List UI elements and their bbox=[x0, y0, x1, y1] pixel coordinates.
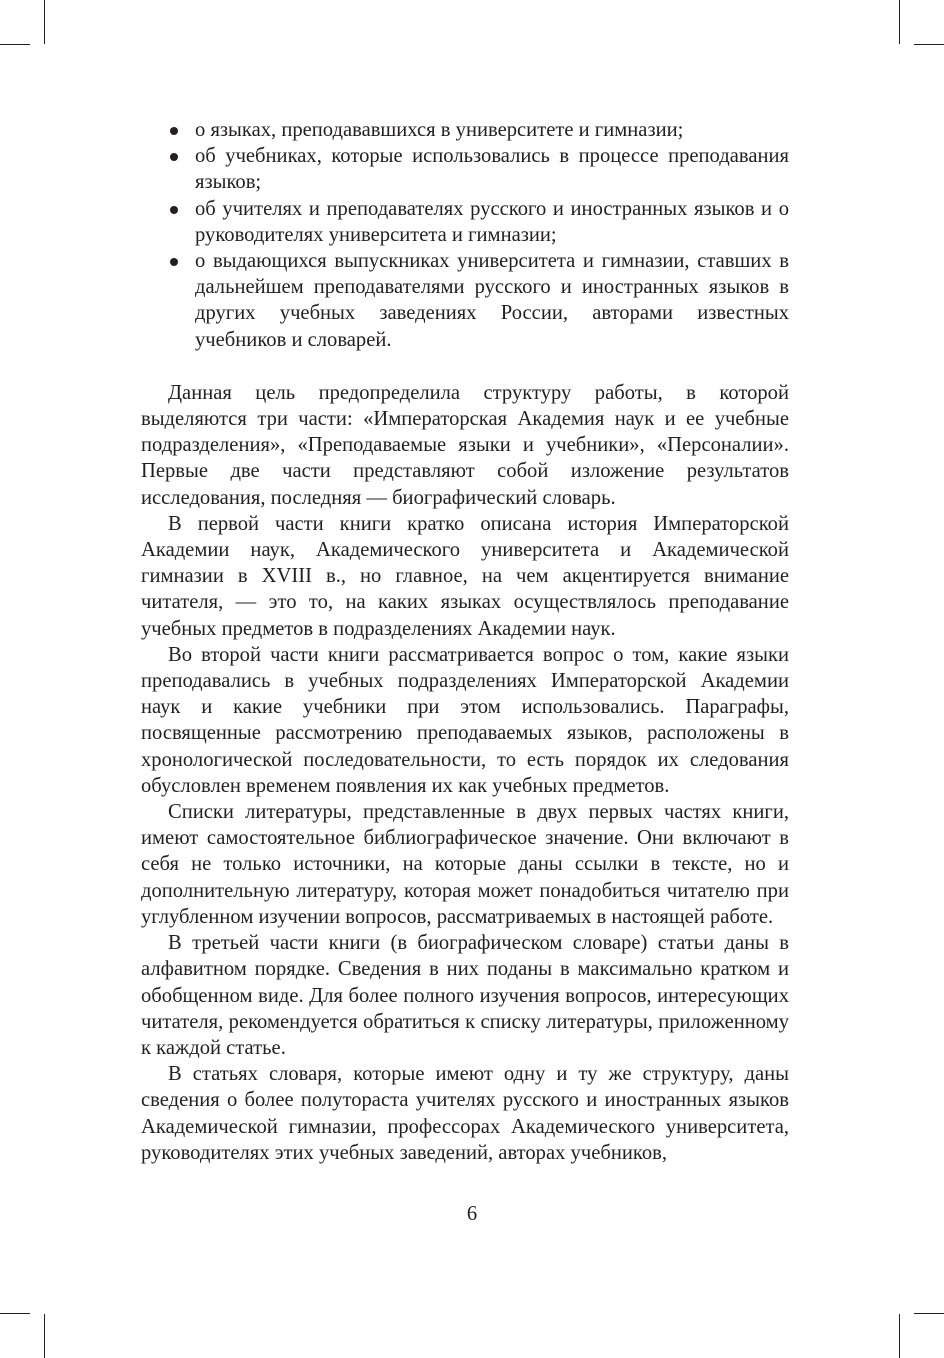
list-item: о языках, преподававшихся в университете и гимназии; bbox=[141, 117, 789, 143]
paragraph: В первой части книги кратко описана история Императорской Академии наук, Академического университета и Академической гимназии в XVIII в., но главное, на чем акцентируется внимание читателя, — это то, на каких языках осуществлялось преподавание учебных предметов в подразделениях Академии наук. bbox=[141, 512, 789, 640]
crop-mark-top-left-vertical bbox=[44, 0, 45, 44]
paragraph: В статьях словаря, которые имеют одну и ту же структуру, даны сведения о более полутораста учителях русского и иностранных языков Академической гимназии, профессорах Академического университета, руководителях этих учебных заведений, авторах учебников, bbox=[141, 1063, 789, 1164]
list-item: о выдающихся выпускниках университета и гимназии, ставших в дальнейшем преподавателями русского и иностранных языков в других учебных заведениях России, авторами известных учебников и словарей. bbox=[141, 248, 789, 353]
bullet-list bbox=[141, 117, 789, 353]
crop-mark-top-right-vertical bbox=[899, 0, 900, 44]
page-number: 6 bbox=[466, 1203, 478, 1225]
bullet-icon bbox=[170, 206, 178, 214]
paragraph: В третьей части книги (в биографическом словаре) статьи даны в алфавитном порядке. Сведения в них поданы в максимально кратком и обобщенном виде. Для более полного изучения вопросов, интересующих читателя, рекомендуется обратиться к списку литературы, приложенному к каждой статье. bbox=[141, 932, 789, 1059]
bullet-icon bbox=[170, 153, 178, 161]
crop-mark-bottom-right-horizontal bbox=[914, 1313, 944, 1314]
body-text bbox=[141, 117, 789, 1166]
crop-mark-bottom-left-horizontal bbox=[0, 1313, 30, 1314]
bullet-icon bbox=[170, 127, 178, 135]
crop-mark-bottom-left-vertical bbox=[44, 1314, 45, 1358]
crop-mark-top-right-horizontal bbox=[914, 44, 944, 45]
bullet-icon bbox=[170, 258, 178, 266]
crop-mark-top-left-horizontal bbox=[0, 44, 30, 45]
paragraph: Данная цель предопределила структуру работы, в которой выделяются три части: «Императорская Академия наук и ее учебные подразделения», «Преподаваемые языки и учебники», «Персоналии». Первые две части представляют собой изложение результатов исследования, последняя — биографический словарь. bbox=[141, 381, 789, 509]
paragraphs bbox=[141, 380, 789, 1166]
paragraph: Во второй части книги рассматривается вопрос о том, какие языки преподавались в учебных подразделениях Императорской Академии наук и какие учебники при этом использовались. Параграфы, посвященные рассмотрению преподаваемых языков, расположены в хронологической последовательности, то есть порядок их следования обусловлен временем появления их как учебных предметов. bbox=[141, 643, 789, 797]
crop-mark-bottom-right-vertical bbox=[899, 1314, 900, 1358]
list-item: об учителях и преподавателях русского и иностранных языков и о руководителях университета и гимназии; bbox=[141, 196, 789, 248]
paragraph: Списки литературы, представленные в двух первых частях книги, имеют самостоятельное библиографическое значение. Они включают в себя не только источники, на которые даны ссылки в тексте, но и дополнительную литературу, которая может понадобиться читателю при углубленном изучении вопросов, рассматриваемых в настоящей работе. bbox=[141, 801, 789, 928]
list-item: об учебниках, которые использовались в процессе преподавания языков; bbox=[141, 143, 789, 195]
